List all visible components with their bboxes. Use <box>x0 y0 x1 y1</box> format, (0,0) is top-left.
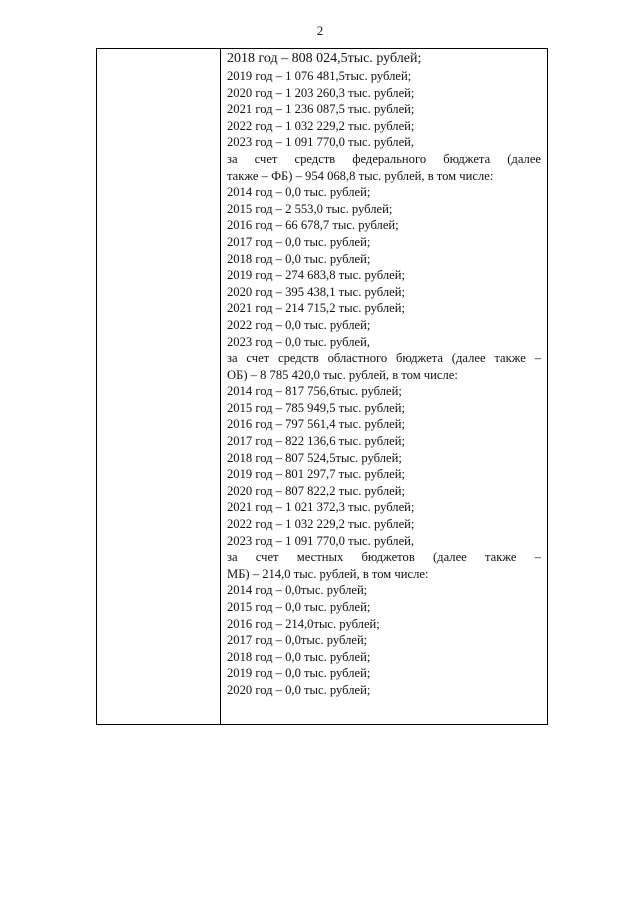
funding-line: 2014 год – 817 756,6тыс. рублей; <box>227 384 402 399</box>
funding-line: 2017 год – 822 136,6 тыс. рублей; <box>227 434 405 449</box>
funding-line: за счет средств федерального бюджета (далее <box>227 151 541 166</box>
funding-line: 2018 год – 808 024,5тыс. рублей; <box>227 51 422 66</box>
funding-line: 2021 год – 1 021 372,3 тыс. рублей; <box>227 500 415 515</box>
funding-line: 2014 год – 0,0 тыс. рублей; <box>227 185 371 200</box>
funding-line: за счет средств областного бюджета (далее также – <box>227 351 541 366</box>
funding-line: 2014 год – 0,0тыс. рублей; <box>227 583 368 598</box>
funding-line: 2019 год – 801 297,7 тыс. рублей; <box>227 467 405 482</box>
funding-line: 2023 год – 1 091 770,0 тыс. рублей, <box>227 533 415 548</box>
funding-line: 2023 год – 1 091 770,0 тыс. рублей, <box>227 135 415 150</box>
page-number: 2 <box>316 23 324 38</box>
funding-line: 2023 год – 0,0 тыс. рублей, <box>227 334 370 349</box>
funding-line: 2021 год – 1 236 087,5 тыс. рублей; <box>227 102 415 117</box>
funding-line: 2016 год – 797 561,4 тыс. рублей; <box>227 417 405 432</box>
funding-line: 2017 год – 0,0тыс. рублей; <box>227 633 368 648</box>
funding-line: также – ФБ) – 954 068,8 тыс. рублей, в том числе: <box>227 168 494 183</box>
table-right-cell <box>221 49 547 724</box>
funding-line: за счет местных бюджетов (далее также – <box>227 550 541 565</box>
funding-line: 2015 год – 2 553,0 тыс. рублей; <box>227 201 393 216</box>
funding-line: 2019 год – 1 076 481,5тыс. рублей; <box>227 69 412 83</box>
funding-line: 2020 год – 1 203 260,3 тыс. рублей; <box>227 85 415 100</box>
funding-line: 2022 год – 1 032 229,2 тыс. рублей; <box>227 118 415 133</box>
funding-line: 2019 год – 0,0 тыс. рублей; <box>227 666 371 681</box>
funding-line: 2020 год – 807 822,2 тыс. рублей; <box>227 483 405 498</box>
funding-line: 2019 год – 274 683,8 тыс. рублей; <box>227 268 405 283</box>
funding-line: 2016 год – 214,0тыс. рублей; <box>227 616 380 631</box>
funding-line: 2020 год – 0,0 тыс. рублей; <box>227 682 371 697</box>
funding-line: 2018 год – 0,0 тыс. рублей; <box>227 251 371 266</box>
funding-line: ОБ) – 8 785 420,0 тыс. рублей, в том числе: <box>227 367 458 382</box>
funding-line: 2015 год – 785 949,5 тыс. рублей; <box>227 400 405 415</box>
funding-line: 2022 год – 1 032 229,2 тыс. рублей; <box>227 517 415 532</box>
funding-line: 2020 год – 395 438,1 тыс. рублей; <box>227 284 405 299</box>
funding-line: 2021 год – 214 715,2 тыс. рублей; <box>227 301 405 316</box>
funding-line: 2017 год – 0,0 тыс. рублей; <box>227 234 371 249</box>
funding-line: 2015 год – 0,0 тыс. рублей; <box>227 600 371 614</box>
table-left-cell <box>97 49 221 724</box>
funding-line: МБ) – 214,0 тыс. рублей, в том числе: <box>227 566 429 581</box>
funding-line: 2016 год – 66 678,7 тыс. рублей; <box>227 218 399 233</box>
funding-table <box>96 48 548 725</box>
funding-line: 2018 год – 807 524,5тыс. рублей; <box>227 450 402 465</box>
funding-line: 2022 год – 0,0 тыс. рублей; <box>227 317 371 332</box>
funding-line: 2018 год – 0,0 тыс. рублей; <box>227 649 371 664</box>
